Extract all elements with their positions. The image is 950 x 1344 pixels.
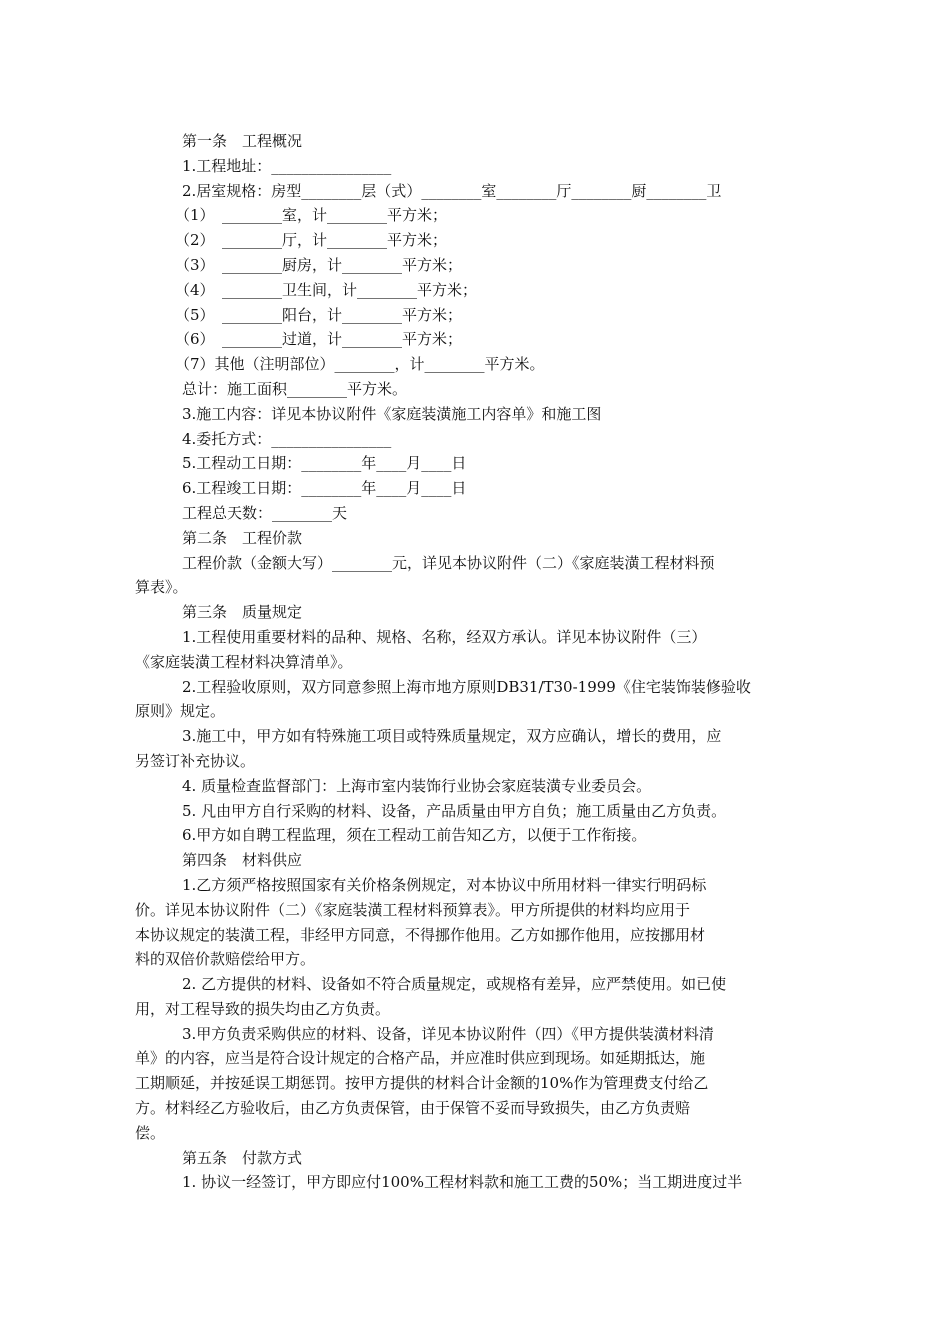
paragraph-line: 1.工程地址：________________ [182, 156, 392, 175]
paragraph-line: 6.工程竣工日期：________年____月____日 [182, 479, 467, 498]
paragraph-line: 本协议规定的装潢工程，非经甲方同意，不得挪作他用。乙方如挪作他用，应按挪用材 [135, 925, 706, 944]
paragraph-line: 1.工程使用重要材料的品种、规格、名称，经双方承认。详见本协议附件（三） [182, 627, 707, 646]
paragraph-line: 价。详见本协议附件（二）《家庭装潢工程材料预算表》。甲方所提供的材料均应用于 [135, 900, 691, 919]
section-heading: 第二条 工程价款 [182, 528, 303, 547]
paragraph-line: （3） ________厨房，计________平方米； [175, 255, 463, 274]
paragraph-line: 算表》。 [135, 578, 188, 597]
paragraph-line: （6） ________过道，计________平方米； [175, 330, 463, 349]
paragraph-line: 方。材料经乙方验收后，由乙方负责保管，由于保管不妥而导致损失，由乙方负责赔 [135, 1099, 691, 1118]
paragraph-line: 3.施工内容：详见本协议附件《家庭装潢施工内容单》和施工图 [182, 404, 602, 423]
paragraph-line: 工程总天数：________天 [182, 503, 348, 522]
paragraph-line: 料的双倍价款赔偿给甲方。 [135, 950, 316, 969]
paragraph-line: 1.乙方须严格按照国家有关价格条例规定，对本协议中所用材料一律实行明码标 [182, 875, 707, 894]
paragraph-line: 2.居室规格：房型________层（式）________室________厅________厨________卫 [182, 181, 722, 200]
paragraph-line: 6.甲方如自聘工程监理，须在工程动工前告知乙方，以便于工作衔接。 [182, 826, 647, 845]
paragraph-line: （7）其他（注明部位）________，计________平方米。 [175, 355, 545, 374]
paragraph-line: 4.委托方式：________________ [182, 429, 392, 448]
paragraph-line: 原则》规定。 [135, 702, 226, 721]
paragraph-line: 《家庭装潢工程材料决算清单》。 [135, 652, 353, 671]
paragraph-line: 工期顺延，并按延误工期惩罚。按甲方提供的材料合计金额的10%作为管理费支付给乙 [135, 1074, 709, 1093]
paragraph-line: （1） ________室，计________平方米； [175, 206, 448, 225]
paragraph-line: 另签订补充协议。 [135, 751, 256, 770]
paragraph-line: 总计：施工面积________平方米。 [182, 379, 408, 398]
paragraph-line: 3.甲方负责采购供应的材料、设备，详见本协议附件（四）《甲方提供装潢材料清 [182, 1024, 714, 1043]
paragraph-line: 用，对工程导致的损失均由乙方负责。 [135, 999, 391, 1018]
paragraph-line: 2.工程验收原则，双方同意参照上海市地方原则DB31/T30-1999《住宅装饰装修验收 [182, 677, 751, 696]
paragraph-line: （4） ________卫生间，计________平方米； [175, 280, 478, 299]
paragraph-line: 偿。 [135, 1123, 166, 1142]
section-heading: 第五条 付款方式 [182, 1148, 303, 1167]
paragraph-line: 2. 乙方提供的材料、设备如不符合质量规定，或规格有差异，应严禁使用。如已使 [182, 975, 727, 994]
paragraph-line: （2） ________厅，计________平方米； [175, 231, 448, 250]
paragraph-line: 3.施工中，甲方如有特殊施工项目或特殊质量规定，双方应确认，增长的费用，应 [182, 727, 722, 746]
paragraph-line: 5.工程动工日期：________年____月____日 [182, 454, 467, 473]
paragraph-line: 4. 质量检查监督部门：上海市室内装饰行业协会家庭装潢专业委员会。 [182, 776, 652, 795]
paragraph-line: 5. 凡由甲方自行采购的材料、设备，产品质量由甲方自负；施工质量由乙方负责。 [182, 801, 727, 820]
section-heading: 第一条 工程概况 [182, 132, 303, 150]
paragraph-line: 工程价款（金额大写）________元，详见本协议附件（二）《家庭装潢工程材料预 [182, 553, 715, 572]
paragraph-line: （5） ________阳台，计________平方米； [175, 305, 463, 324]
section-heading: 第三条 质量规定 [182, 603, 303, 622]
paragraph-line: 1. 协议一经签订，甲方即应付100%工程材料款和施工工费的50%；当工期进度过半 [182, 1173, 743, 1192]
paragraph-line: 单》的内容，应当是符合设计规定的合格产品，并应准时供应到现场。如延期抵达，施 [135, 1049, 706, 1068]
document-body [135, 129, 795, 1195]
section-heading: 第四条 材料供应 [182, 851, 303, 870]
